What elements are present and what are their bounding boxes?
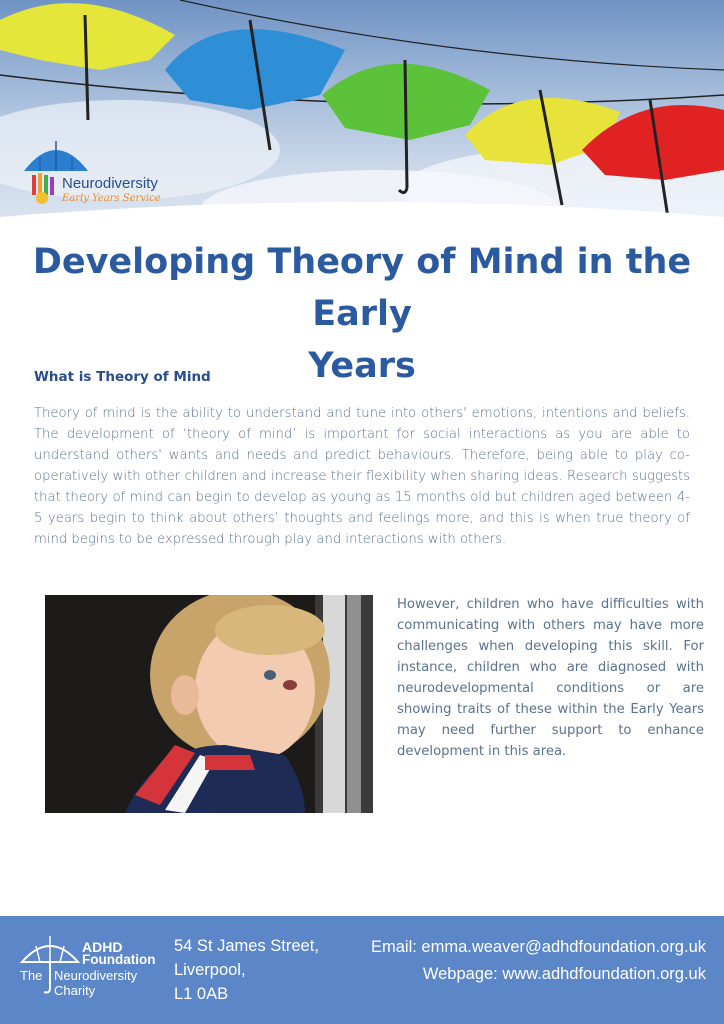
child-image	[45, 595, 373, 813]
title-line-2: Years	[308, 346, 416, 386]
neurodiversity-logo	[20, 135, 200, 215]
email-link[interactable]: Email: emma.weaver@adhdfoundation.org.uk	[370, 938, 706, 956]
address-line-2: Liverpool,	[174, 961, 246, 979]
logo-subtitle: Early Years Service	[62, 193, 161, 204]
child-photo	[45, 595, 373, 813]
webpage-link[interactable]: Webpage: www.adhdfoundation.org.uk	[422, 965, 706, 983]
address-line-1: 54 St James Street,	[174, 937, 319, 955]
footer-address	[174, 934, 319, 1006]
section-heading: What is Theory of Mind	[34, 369, 211, 385]
adhd-foundation-logo	[16, 934, 156, 1014]
intro-paragraph: Theory of mind is the ability to understand and tune into others' emotions, intentions and beliefs. The development of ‘theory of mind’ is important for social interactions as you are able to understand others' wants and needs and predict behaviours. Therefore, being able to play co-operatively with other children and increase their flexibility when sharing ideas. Research suggests that theory of mind can begin to develop as young as 15 months old but children aged between 4-5 years begin to think about others’ thoughts and feelings more, and this is when true theory of mind begins to be expressed through play and interactions with others.	[34, 406, 690, 547]
title-line-1: Developing Theory of Mind in the Early	[32, 242, 692, 334]
address-line-3: L1 0AB	[174, 985, 229, 1003]
footer-logo-charity: Charity	[54, 983, 96, 998]
footer-logo-the: The	[20, 968, 43, 983]
side-paragraph: However, children who have difficulties with communicating with others may have more challenges when developing this skill. For instance, children who are diagnosed with neurodevelopmental conditions or are showing traits of these within the Early Years may need further support to enhance development in this area.	[397, 597, 704, 759]
footer-logo-foundation: Foundation	[82, 952, 156, 967]
logo-name: Neurodiversity	[62, 175, 158, 192]
footer-logo-neurodiversity: Neurodiversity	[54, 968, 138, 983]
hero-banner	[0, 0, 724, 235]
footer-contact	[371, 934, 706, 988]
footer-logo-adhd: ADHD	[82, 939, 123, 955]
